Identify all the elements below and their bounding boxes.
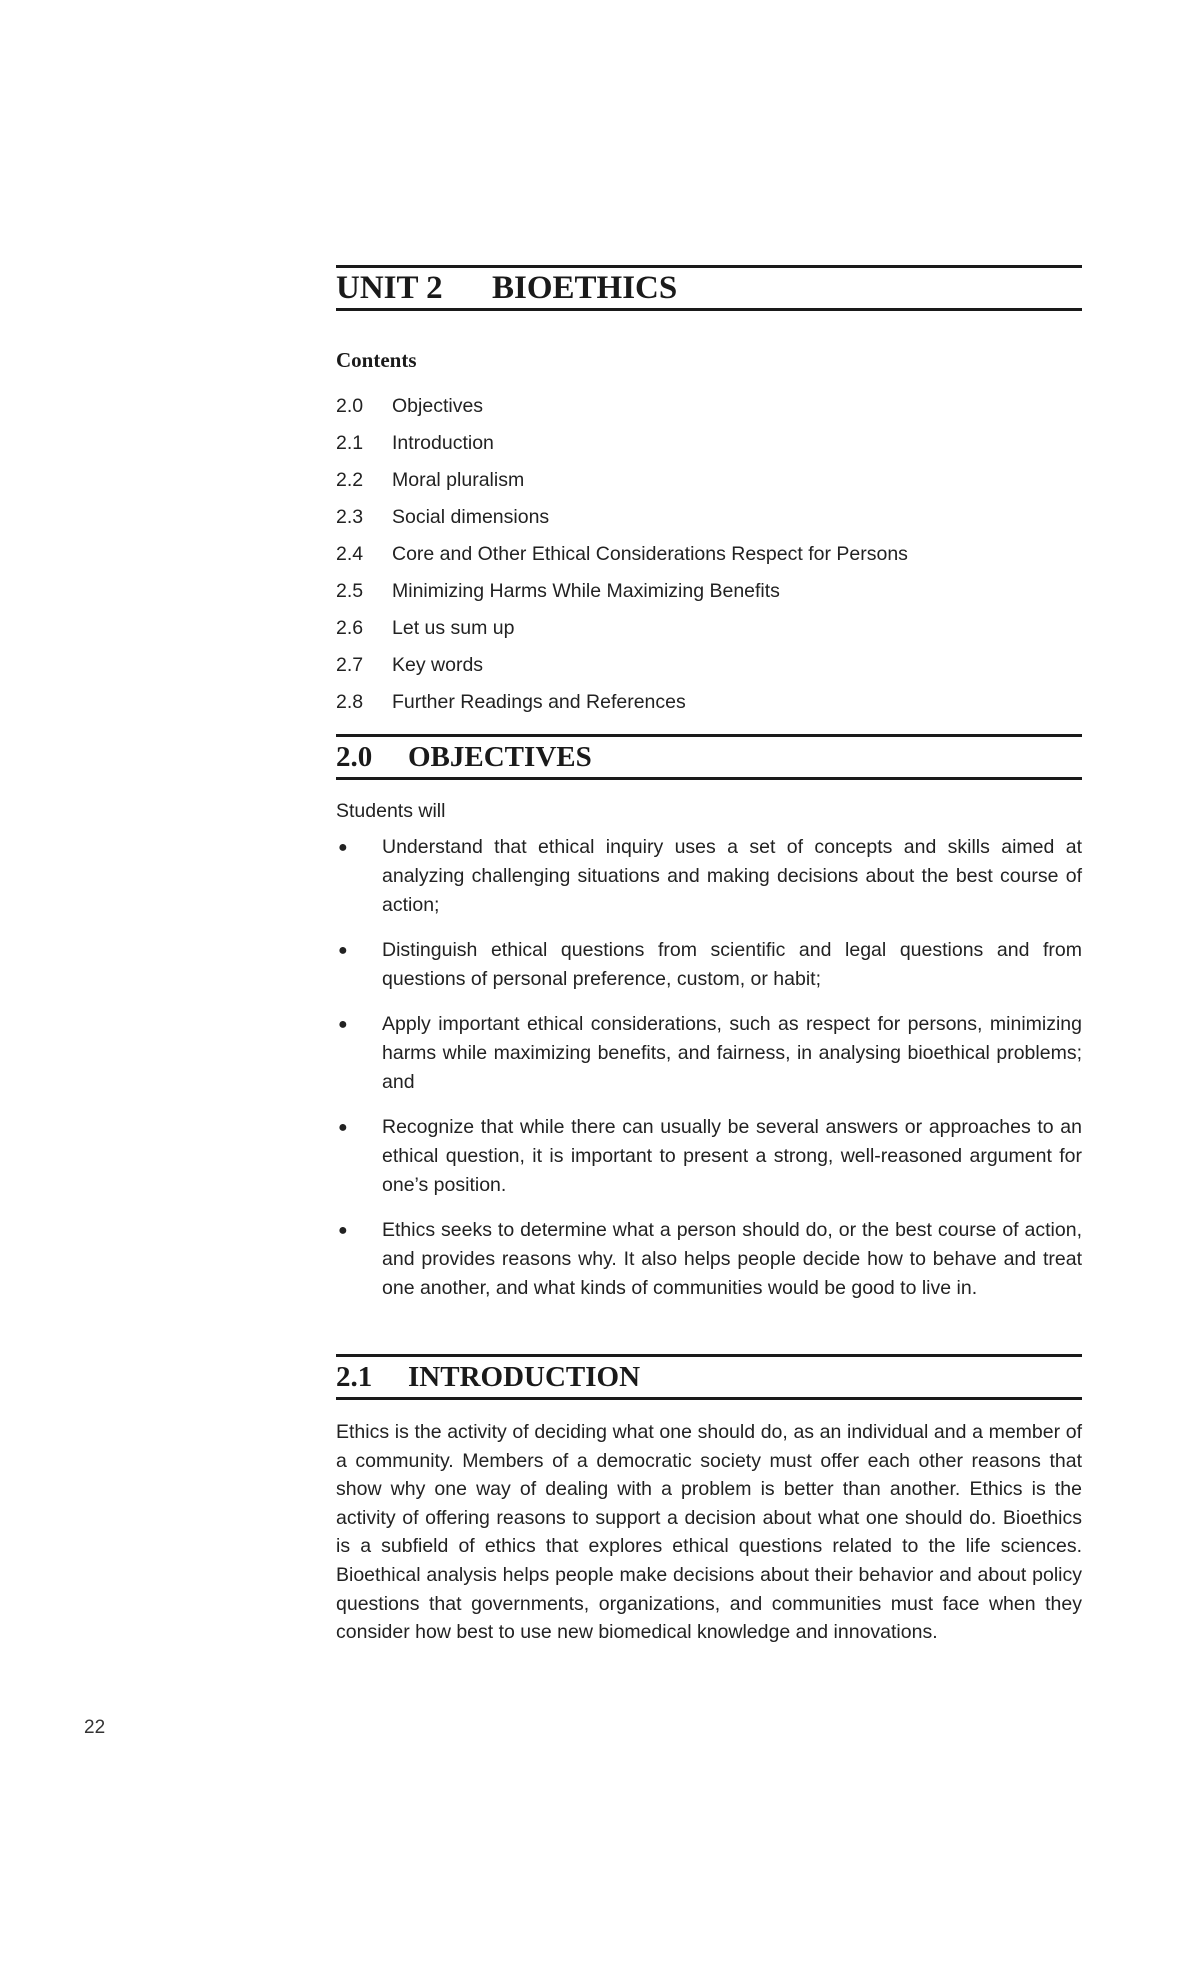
objectives-title: OBJECTIVES <box>408 741 592 773</box>
introduction-heading <box>336 1354 1082 1400</box>
objective-text: Ethics seeks to determine what a person should do, or the best course of action, and provides reasons why. It also helps people decide how to behave and treat one another, and what kinds of communities would be good to live in. <box>382 1219 1082 1299</box>
toc-item-number: 2.1 <box>336 432 364 454</box>
bullet-icon: ● <box>338 1119 348 1136</box>
list-item <box>336 833 1082 920</box>
objective-text: Apply important ethical considerations, such as respect for persons, minimizing harms while maximizing benefits, and fairness, in analysing bioethical problems; and <box>382 1013 1082 1093</box>
introduction-number: 2.1 <box>336 1361 373 1393</box>
bullet-icon: ● <box>338 942 348 959</box>
introduction-paragraph: Ethics is the activity of deciding what one should do, as an individual and a member of a community. Members of a democratic society must offer each other reasons that show why one way of dealing with a problem is better than another. Ethics is the activity of offering reasons to support a decision about what one should do. Bioethics is a subfield of ethics that explores ethical questions related to the life sciences. Bioethical analysis helps people make decisions about their behavior and about policy questions that governments, organizations, and communities must face when they consider how best to use new biomedical knowledge and innovations. <box>336 1421 1082 1644</box>
toc-item-number: 2.8 <box>336 691 364 713</box>
list-item <box>336 1010 1082 1097</box>
toc-item <box>336 428 1082 465</box>
unit-heading <box>336 265 1082 311</box>
objective-text: Distinguish ethical questions from scientific and legal questions and from questions of personal preference, custom, or habit; <box>382 939 1082 990</box>
toc-item-number: 2.2 <box>336 469 364 491</box>
list-item <box>336 1216 1082 1303</box>
introduction-title: INTRODUCTION <box>408 1361 641 1393</box>
toc-item-number: 2.0 <box>336 395 364 417</box>
toc-item <box>336 391 1082 428</box>
contents-list <box>336 391 1082 724</box>
objective-text: Understand that ethical inquiry uses a set of concepts and skills aimed at analyzing challenging situations and making decisions about the best course of action; <box>382 836 1082 916</box>
page-number: 22 <box>84 1717 106 1738</box>
toc-item <box>336 502 1082 539</box>
bullet-icon: ● <box>338 1016 348 1033</box>
toc-item-number: 2.6 <box>336 617 364 639</box>
unit-number: UNIT 2 <box>336 270 443 306</box>
objectives-list <box>336 833 1082 1319</box>
toc-item-label: Introduction <box>392 432 494 454</box>
bullet-icon: ● <box>338 1222 348 1239</box>
toc-item <box>336 465 1082 502</box>
toc-item-label: Further Readings and References <box>392 691 686 713</box>
bullet-icon: ● <box>338 839 348 856</box>
unit-title: BIOETHICS <box>492 270 678 306</box>
toc-item-number: 2.7 <box>336 654 364 676</box>
toc-item-number: 2.5 <box>336 580 364 602</box>
objectives-lead: Students will <box>336 800 446 822</box>
objective-text: Recognize that while there can usually be several answers or approaches to an ethical question, it is important to present a strong, well-reasoned argument for one’s position. <box>382 1116 1082 1196</box>
list-item <box>336 1113 1082 1200</box>
toc-item <box>336 539 1082 576</box>
toc-item-label: Social dimensions <box>392 506 550 528</box>
toc-item-label: Core and Other Ethical Considerations Respect for Persons <box>392 543 908 565</box>
objectives-heading <box>336 734 1082 780</box>
toc-item <box>336 687 1082 724</box>
toc-item <box>336 650 1082 687</box>
toc-item-label: Objectives <box>392 395 484 417</box>
toc-item-number: 2.3 <box>336 506 364 528</box>
toc-item <box>336 576 1082 613</box>
toc-item-label: Let us sum up <box>392 617 515 639</box>
contents-label: Contents <box>336 348 417 372</box>
list-item <box>336 936 1082 994</box>
objectives-number: 2.0 <box>336 741 373 773</box>
toc-item-label: Key words <box>392 654 484 676</box>
toc-item-label: Minimizing Harms While Maximizing Benefits <box>392 580 780 602</box>
toc-item <box>336 613 1082 650</box>
toc-item-number: 2.4 <box>336 543 364 565</box>
toc-item-label: Moral pluralism <box>392 469 525 491</box>
